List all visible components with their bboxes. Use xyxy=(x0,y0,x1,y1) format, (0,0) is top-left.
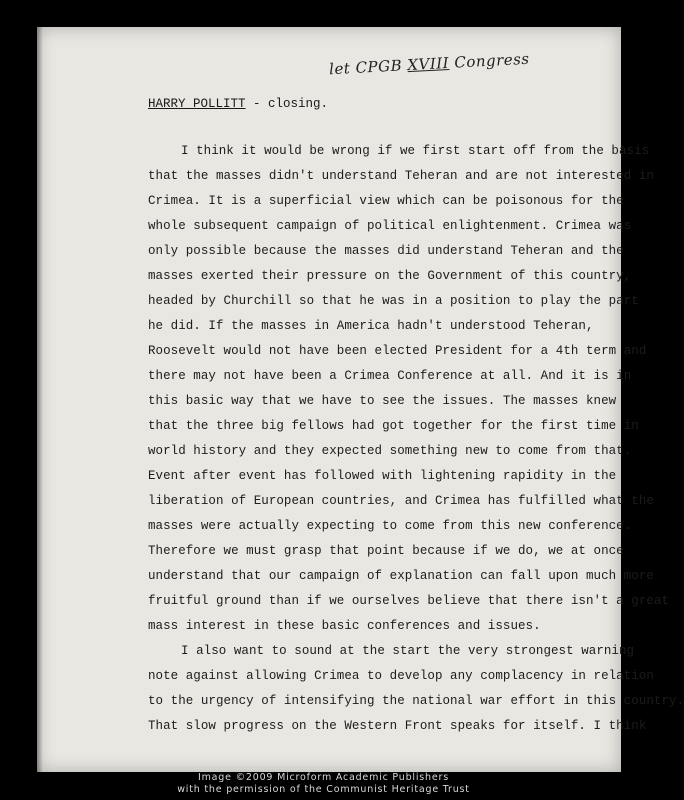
text-line: this basic way that we have to see the issues. The masses knew xyxy=(148,394,617,408)
page-title xyxy=(148,97,328,111)
text-line: Roosevelt would not have been elected President for a 4th term and xyxy=(148,344,647,358)
annotation-suffix: Congress xyxy=(453,49,530,72)
text-line: masses were actually expecting to come from this new conference. xyxy=(148,519,632,533)
annotation-prefix: let CPGB xyxy=(328,56,403,79)
text-line: whole subsequent campaign of political enlightenment. Crimea was xyxy=(148,219,632,233)
text-line: note against allowing Crimea to develop any complacency in relation xyxy=(148,669,654,683)
text-line: world history and they expected something new to come from that. xyxy=(148,444,632,458)
text-line: that the three big fellows had got together for the first time in xyxy=(148,419,639,433)
text-line: Therefore we must grasp that point because if we do, we at once xyxy=(148,544,624,558)
text-line: understand that our campaign of explanation can fall upon much more xyxy=(148,569,654,583)
text-line: I also want to sound at the start the very strongest warning xyxy=(181,644,635,658)
text-line: headed by Churchill so that he was in a position to play the part xyxy=(148,294,639,308)
text-line: that the masses didn't understand Teheran and are not interested in xyxy=(148,169,654,183)
text-line: I think it would be wrong if we first start off from the basis xyxy=(181,144,650,158)
text-line: That slow progress on the Western Front speaks for itself. I think xyxy=(148,719,647,733)
heading-suffix: - closing. xyxy=(245,97,329,111)
handwritten-annotation xyxy=(329,50,530,78)
text-line: masses exerted their pressure on the Government of this country, xyxy=(148,269,632,283)
document-page xyxy=(37,27,684,772)
speaker-name: HARRY POLLITT xyxy=(148,97,246,111)
text-line: fruitful ground than if we ourselves believe that there isn't a great xyxy=(148,594,670,608)
copyright-line: Image ©2009 Microform Academic Publishers xyxy=(198,772,449,783)
text-line: Event after event has followed with lightening rapidity in the xyxy=(148,469,617,483)
text-line: mass interest in these basic conferences and issues. xyxy=(148,619,541,633)
copyright-footer xyxy=(0,772,647,796)
text-line: Crimea. It is a superficial view which can be poisonous for the xyxy=(148,194,624,208)
text-line: liberation of European countries, and Crimea has fulfilled what the xyxy=(148,494,654,508)
text-line: there may not have been a Crimea Conference at all. And it is in xyxy=(148,369,632,383)
text-line: to the urgency of intensifying the national war effort in this country. xyxy=(148,694,684,708)
text-line: only possible because the masses did understand Teheran and the xyxy=(148,244,624,258)
text-line: he did. If the masses in America hadn't understood Teheran, xyxy=(148,319,594,333)
annotation-number: XVIII xyxy=(406,53,450,75)
permission-line: with the permission of the Communist Heritage Trust xyxy=(177,784,470,795)
